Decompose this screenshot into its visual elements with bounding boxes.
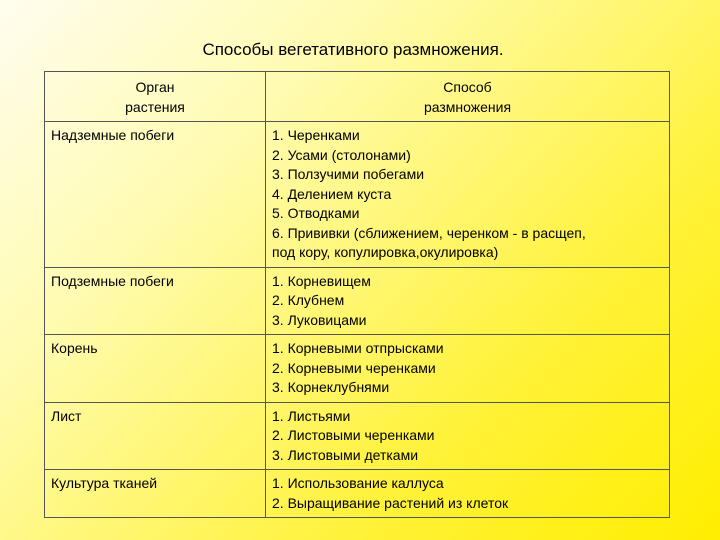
table-header-row (45, 72, 670, 122)
header-organ (45, 72, 266, 122)
page-title: Способы вегетативного размножения. (202, 40, 504, 59)
method-item: 2. Выращивание растений из клеток (272, 494, 509, 511)
organ-label: Подземные побеги (51, 272, 174, 289)
table-row (45, 122, 670, 268)
method-item: 1. Корневыми отпрысками (272, 340, 444, 356)
method-item: 1. Корневищем (272, 272, 371, 289)
organ-cell (45, 267, 266, 335)
method-item: 1. Листьями (272, 407, 351, 424)
method-cell (266, 122, 670, 268)
method-cell (266, 402, 670, 470)
organ-cell (45, 470, 266, 518)
propagation-table (44, 71, 670, 518)
method-item: 4. Делением куста (272, 185, 392, 202)
header-organ-line-1: Орган (135, 79, 175, 95)
method-item: 2. Корневыми черенками (272, 359, 436, 376)
method-cell (266, 335, 670, 403)
header-organ-line-2: растения (125, 98, 185, 115)
method-item: 2. Клубнем (272, 292, 345, 308)
table-row (45, 267, 670, 335)
header-method (266, 72, 670, 122)
method-cell (266, 470, 670, 518)
method-cell (266, 267, 670, 335)
method-item: 3. Луковицами (272, 311, 367, 328)
table-row (45, 402, 670, 470)
organ-label: Культура тканей (51, 475, 158, 491)
table-row (45, 335, 670, 403)
organ-cell (45, 335, 266, 403)
method-item: 2. Листовыми черенками (272, 427, 435, 443)
method-item: 3. Листовыми детками (272, 446, 419, 463)
organ-cell (45, 402, 266, 470)
organ-label: Лист (51, 407, 82, 424)
method-item: 3. Ползучими побегами (272, 166, 425, 182)
method-item: 1. Использование каллуса (272, 475, 444, 491)
header-method-line-2: размножения (423, 98, 512, 115)
organ-label: Корень (51, 340, 98, 356)
header-method-line-1: Способ (443, 79, 492, 95)
table-row (45, 470, 670, 518)
method-item: 5. Отводками (272, 205, 360, 221)
method-item: 3. Корнеклубнями (272, 379, 390, 395)
organ-label: Надземные побеги (51, 127, 175, 143)
method-item: под кору, копулировка,окулировка) (272, 244, 499, 260)
organ-cell (45, 122, 266, 268)
method-item: 1. Черенками (272, 127, 360, 143)
method-item: 2. Усами (столонами) (272, 146, 411, 163)
table-body (45, 122, 670, 518)
method-item: 6. Прививки (сближением, черенком - в расщеп, (272, 224, 586, 241)
